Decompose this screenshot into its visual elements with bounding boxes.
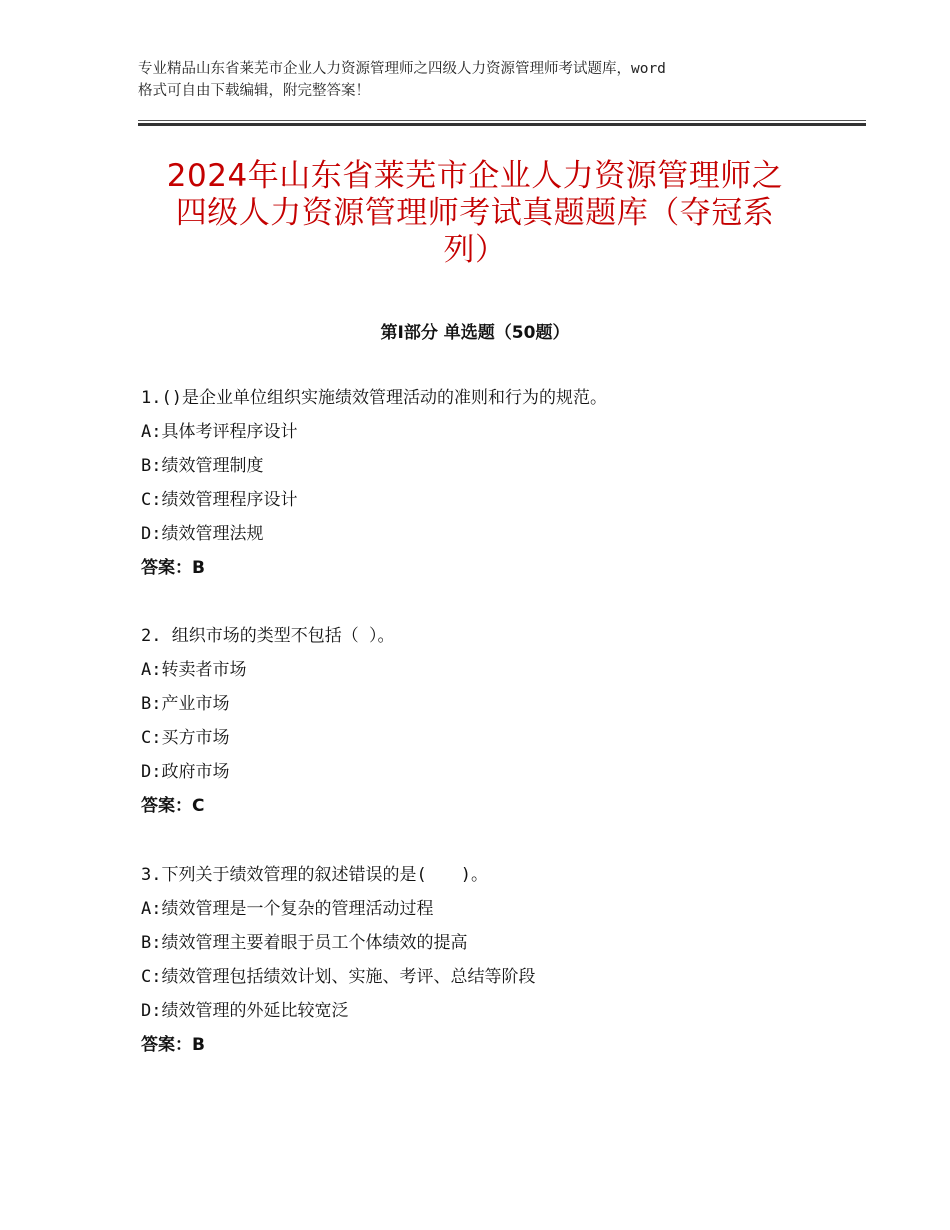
question-stem: 3.下列关于绩效管理的叙述错误的是( )。	[141, 865, 488, 885]
section-title: 第Ⅰ部分 单选题（50题）	[380, 323, 570, 343]
header-note-line-1: 专业精品山东省莱芜市企业人力资源管理师之四级人力资源管理师考试题库，word	[138, 61, 666, 77]
option-d: D:政府市场	[141, 762, 230, 782]
option-a: A:转卖者市场	[141, 660, 247, 680]
option-c: C:绩效管理包括绩效计划、实施、考评、总结等阶段	[141, 967, 536, 987]
option-c: C:买方市场	[141, 728, 230, 748]
option-b: B:绩效管理主要着眼于员工个体绩效的提高	[141, 933, 468, 953]
header-note	[138, 58, 828, 102]
document-title	[120, 158, 830, 269]
document-title-line-2: 四级人力资源管理师考试真题题库（夺冠系	[175, 195, 775, 231]
question-stem: 2. 组织市场的类型不包括（ ）。	[141, 626, 395, 646]
option-a: A:绩效管理是一个复杂的管理活动过程	[141, 899, 434, 919]
header-divider-thick	[138, 123, 866, 126]
question-1	[141, 381, 841, 585]
option-d: D:绩效管理法规	[141, 524, 264, 544]
option-a: A:具体考评程序设计	[141, 422, 298, 442]
document-title-line-1: 2024年山东省莱芜市企业人力资源管理师之	[166, 158, 784, 194]
option-d: D:绩效管理的外延比较宽泛	[141, 1001, 349, 1021]
question-2	[141, 619, 841, 823]
question-stem: 1.()是企业单位组织实施绩效管理活动的准则和行为的规范。	[141, 388, 607, 408]
header-divider-thin	[138, 120, 866, 121]
option-b: B:产业市场	[141, 694, 230, 714]
option-b: B:绩效管理制度	[141, 456, 264, 476]
answer: 答案：B	[141, 558, 205, 578]
document-title-line-3: 列）	[443, 232, 507, 268]
header-note-line-2: 格式可自由下载编辑，附完整答案！	[138, 83, 370, 99]
option-c: C:绩效管理程序设计	[141, 490, 298, 510]
question-3	[141, 858, 841, 1062]
answer: 答案：C	[141, 796, 205, 816]
answer: 答案：B	[141, 1035, 205, 1055]
